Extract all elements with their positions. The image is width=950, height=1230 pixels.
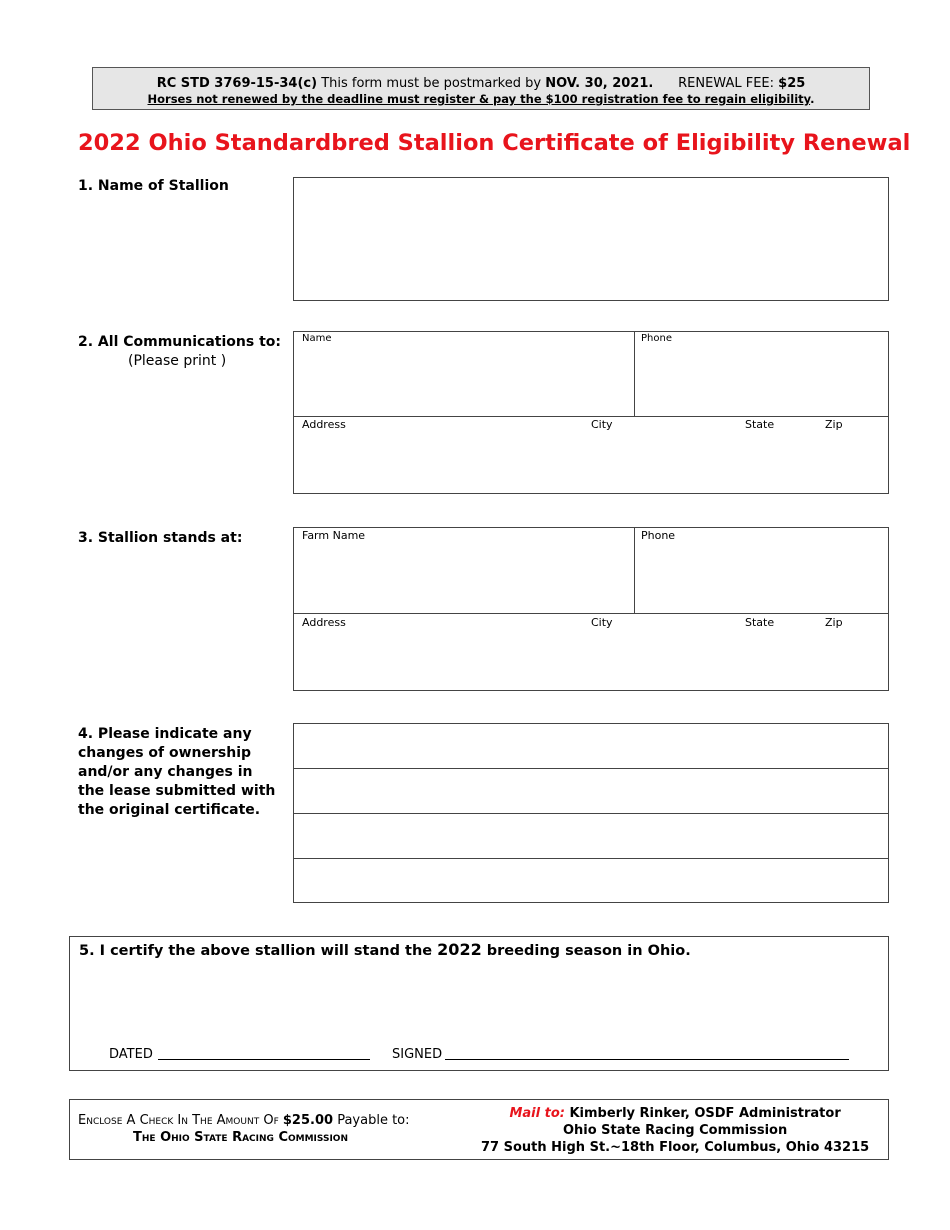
- farm-zip-label: Zip: [825, 616, 843, 629]
- ownership-line-1[interactable]: [294, 724, 888, 768]
- cert-text-a: 5. I certify the above stallion will stand the: [79, 943, 433, 959]
- comm-phone-label: Phone: [641, 333, 672, 344]
- section1-label: 1. Name of Stallion: [78, 178, 229, 194]
- signed-label: SIGNED: [392, 1047, 443, 1062]
- section2-subtitle: (Please print ): [128, 353, 227, 369]
- stallion-name-field[interactable]: [293, 177, 889, 301]
- section3-label: 3. Stallion stands at:: [78, 530, 243, 546]
- section2-title: 2. All Communications to:: [78, 334, 281, 350]
- farm-address-label: Address: [302, 616, 346, 629]
- dated-line[interactable]: [158, 1059, 370, 1072]
- farm-city-label: City: [591, 616, 613, 629]
- ownership-changes-box: [293, 723, 889, 903]
- deadline-warning: Horses not renewed by the deadline must register & pay the $100 registration fee to regain eligibility: [147, 92, 811, 106]
- communications-box: [293, 331, 889, 494]
- comm-name-label: Name: [302, 333, 332, 344]
- farm-name-label: Farm Name: [302, 529, 366, 542]
- fee-label: RENEWAL FEE:: [678, 76, 775, 91]
- comm-city-label: City: [591, 418, 613, 431]
- comm-address-label: Address: [302, 418, 346, 431]
- payable-to-text: Payable to:: [337, 1113, 410, 1128]
- comm-address-input[interactable]: [295, 434, 887, 492]
- administrator-name: Kimberly Rinker, OSDF Administrator: [569, 1106, 841, 1121]
- deadline: NOV. 30, 2021.: [545, 76, 654, 91]
- ownership-line-4[interactable]: [294, 858, 888, 903]
- comm-name-input[interactable]: [295, 346, 633, 414]
- farm-phone-label: Phone: [641, 529, 676, 542]
- fee-value: $25: [778, 76, 806, 91]
- payment-amount: $25.00: [282, 1113, 334, 1128]
- stallion-location-box: [293, 527, 889, 691]
- dated-label: DATED: [109, 1047, 153, 1062]
- payee-name: The Ohio State Racing Commission: [133, 1130, 348, 1145]
- warning-period: .: [810, 92, 815, 106]
- section4-label: 4. Please indicate any changes of ownership and/or any changes in the lease submitted with the original certificate.: [78, 726, 276, 818]
- ownership-line-3[interactable]: [294, 813, 888, 858]
- mail-to-label: Mail to:: [509, 1106, 565, 1121]
- comm-phone-input[interactable]: [636, 346, 886, 414]
- street-address: 77 South High St.~18th Floor, Columbus, Ohio 43215: [481, 1140, 870, 1155]
- cert-text-b: breeding season in Ohio.: [486, 943, 691, 959]
- section2-label: [78, 333, 281, 371]
- payment-instructions: [78, 1112, 410, 1146]
- comm-state-label: State: [745, 418, 775, 431]
- rule-number: RC STD 3769-15-34(c): [156, 76, 318, 91]
- header-notice: [92, 67, 870, 110]
- postmark-text: This form must be postmarked by: [321, 76, 542, 91]
- mailing-address: [481, 1105, 869, 1156]
- signature-line[interactable]: [445, 1059, 849, 1072]
- farm-state-label: State: [745, 616, 775, 629]
- farm-phone-input[interactable]: [636, 544, 886, 611]
- ownership-line-2[interactable]: [294, 768, 888, 813]
- farm-address-input[interactable]: [295, 632, 887, 689]
- comm-zip-label: Zip: [825, 418, 843, 431]
- page-title: 2022 Ohio Standardbred Stallion Certificate of Eligibility Renewal: [78, 130, 911, 156]
- cert-year: 2022: [437, 940, 482, 959]
- enclose-text: Enclose A Check In The Amount Of: [78, 1113, 279, 1128]
- certification-statement: [79, 940, 691, 959]
- farm-name-input[interactable]: [295, 544, 633, 611]
- organization-name: Ohio State Racing Commission: [562, 1123, 788, 1138]
